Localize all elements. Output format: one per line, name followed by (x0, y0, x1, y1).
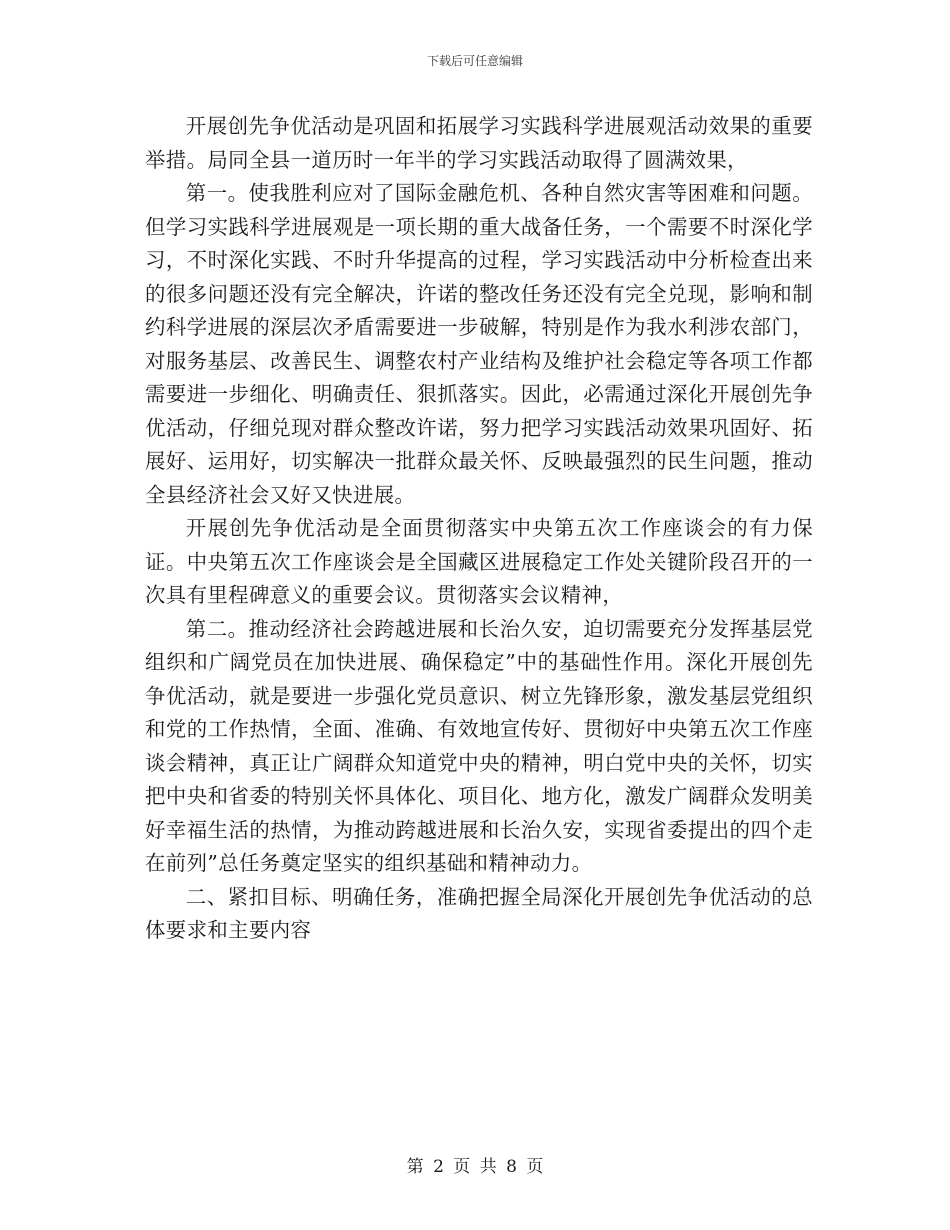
paragraph-1: 开展创先争优活动是巩固和拓展学习实践科学进展观活动效果的重要举措。局同全县一道历时一年半的学习实践活动取得了圆满效果， (145, 114, 813, 172)
page-header-note: 下载后可任意编辑 (426, 54, 523, 68)
page-number-footer: 第 2 页 共 8 页 (406, 1157, 544, 1177)
document-body (145, 110, 813, 948)
paragraph-2: 第一。使我胜利应对了国际金融危机、各种自然灾害等困难和问题。但学习实践科学进展观是一项长期的重大战备任务，一个需要不时深化学习，不时深化实践、不时升华提高的过程，学习实践活动中分析检查出来的很多问题还没有完全解决，许诺的整改任务还没有完全兑现，影响和制约科学进展的深层次矛盾需要进一步破解，特别是作为我水利涉农部门，对服务基层、改善民生、调整农村产业结构及维护社会稳定等各项工作都需要进一步细化、明确责任、狠抓落实。因此，必需通过深化开展创先争优活动，仔细兑现对群众整改许诺，努力把学习实践活动效果巩固好、拓展好、运用好，切实解决一批群众最关怀、反映最强烈的民生问题，推动全县经济社会又好又快进展。 (145, 181, 813, 507)
paragraph-3: 开展创先争优活动是全面贯彻落实中央第五次工作座谈会的有力保证。中央第五次工作座谈会是全国藏区进展稳定工作处关键阶段召开的一次具有里程碑意义的重要会议。贯彻落实会议精神， (145, 516, 813, 607)
paragraph-5: 二、紧扣目标、明确任务，准确把握全局深化开展创先争优活动的总体要求和主要内容 (145, 884, 813, 942)
paragraph-4: 第二。推动经济社会跨越进展和长治久安，迫切需要充分发挥基层党组织和广阔党员在加快进展、确保稳定”中的基础性作用。深化开展创先争优活动，就是要进一步强化党员意识、树立先锋形象，激发基层党组织和党的工作热情，全面、准确、有效地宣传好、贯彻好中央第五次工作座谈会精神，真正让广阔群众知道党中央的精神，明白党中央的关怀，切实把中央和省委的特别关怀具体化、项目化、地方化，激发广阔群众发明美好幸福生活的热情，为推动跨越进展和长治久安，实现省委提出的四个走在前列”总任务奠定坚实的组织基础和精神动力。 (145, 616, 813, 875)
